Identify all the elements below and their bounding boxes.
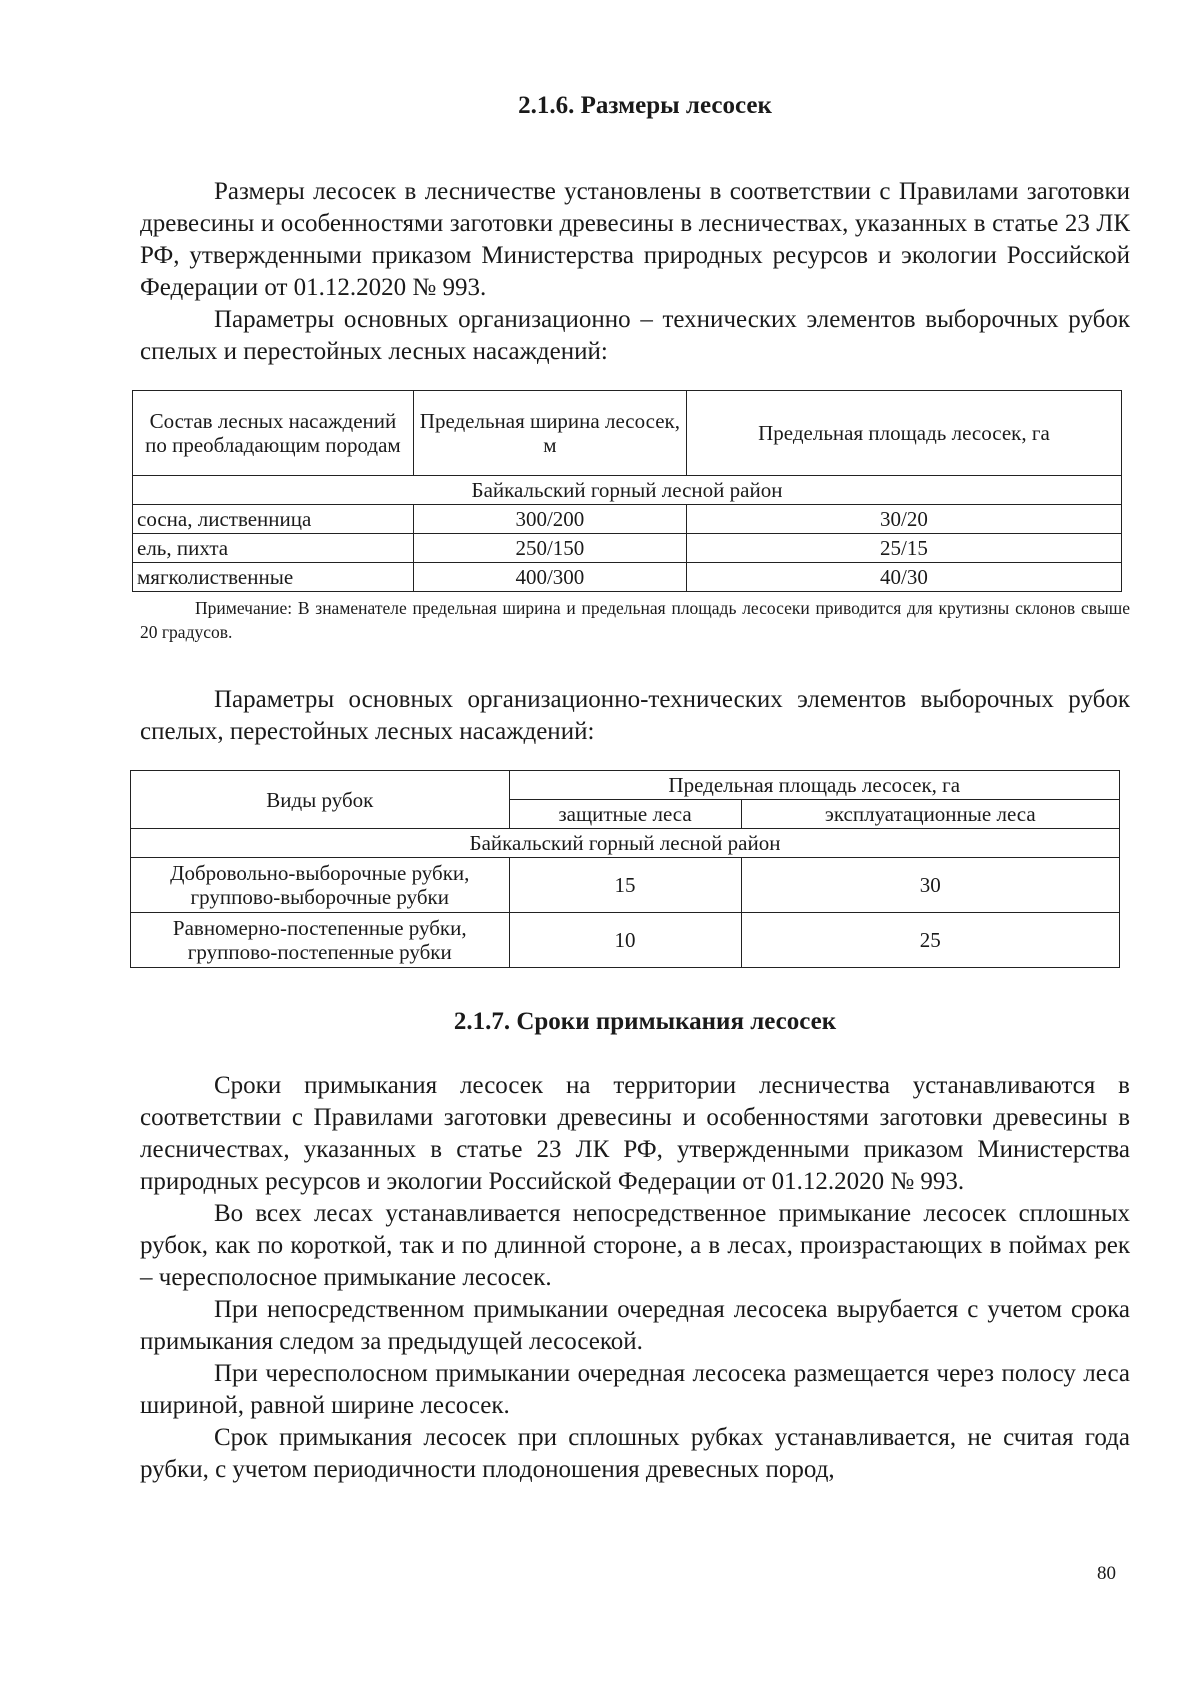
table-selective-cutting-parameters bbox=[132, 390, 1122, 592]
table-header-cell: эксплуатационные леса bbox=[741, 800, 1119, 829]
table-cell: мягколиственные bbox=[133, 563, 414, 592]
section-title-lesosek-sizes: 2.1.6. Размеры лесосек bbox=[518, 92, 772, 119]
paragraph-adjacency-5: Срок примыкания лесосек при сплошных рубках устанавливается, не считая года рубки, с учетом периодичности плодоношения древесных пород, bbox=[140, 1424, 1130, 1483]
paragraph-adjacency-4: При чересполосном примыкании очередная лесосека размещается через полосу леса шириной, равной ширине лесосек. bbox=[140, 1360, 1130, 1419]
table-cell: 300/200 bbox=[413, 505, 686, 534]
table-header-cell: защитные леса bbox=[509, 800, 741, 829]
table-cell: 10 bbox=[509, 913, 741, 968]
table-cell: Равномерно-постепенные рубки, группово-постепенные рубки bbox=[131, 913, 510, 968]
page-number: 80 bbox=[1097, 1563, 1116, 1584]
page-content bbox=[137, 88, 1130, 1486]
table-row bbox=[133, 505, 1122, 534]
table-row bbox=[133, 563, 1122, 592]
table-cell: 25 bbox=[741, 913, 1119, 968]
table-cell: 400/300 bbox=[413, 563, 686, 592]
paragraph-adjacency-1: Сроки примыкания лесосек на территории лесничества устанавливаются в соответствии с Правилами заготовки древесины и особенностями заготовки древесины в лесничествах, указанных в статье 23 ЛК РФ, утвержденными приказом Министерства природных ресурсов и экологии Российской Федерации от 01.12.2020 № 993. bbox=[140, 1072, 1130, 1195]
region-label: Байкальский горный лесной район bbox=[131, 829, 1120, 858]
table-cell: 30 bbox=[741, 858, 1119, 913]
paragraph-selective-params: Параметры основных организационно – технических элементов выборочных рубок спелых и перестойных лесных насаждений: bbox=[140, 306, 1130, 365]
section-title-adjacency-terms: 2.1.7. Сроки примыкания лесосек bbox=[453, 1008, 837, 1035]
table-cutting-area-limits bbox=[130, 770, 1120, 968]
table-header-cell: Предельная ширина лесосек, м bbox=[413, 391, 686, 476]
table-row bbox=[131, 913, 1120, 968]
table-cell: Добровольно-выборочные рубки, групповo-выборочные рубки bbox=[131, 858, 510, 913]
paragraph-selective-params-2: Параметры основных организационно-технических элементов выборочных рубок спелых, перестойных лесных насаждений: bbox=[140, 686, 1130, 745]
table-header-row bbox=[133, 391, 1122, 476]
table-cell: 15 bbox=[509, 858, 741, 913]
table-row bbox=[133, 534, 1122, 563]
region-label: Байкальский горный лесной район bbox=[133, 476, 1122, 505]
table-note: Примечание: В знаменателе предельная ширина и предельная площадь лесосеки приводится для крутизны склонов свыше 20 градусов. bbox=[140, 598, 1130, 642]
table-header-cell: Предельная площадь лесосек, га bbox=[686, 391, 1121, 476]
table-header-cell: Виды рубок bbox=[131, 771, 510, 829]
table-header-cell: Предельная площадь лесосек, га bbox=[509, 771, 1119, 800]
paragraph-adjacency-3: При непосредственном примыкании очередная лесосека вырубается с учетом срока примыкания следом за предыдущей лесосекой. bbox=[140, 1296, 1130, 1355]
paragraph-adjacency-2: Во всех лесах устанавливается непосредственное примыкание лесосек сплошных рубок, как по короткой, так и по длинной стороне, а в лесах, произрастающих в поймах рек – чересполосное примыкание лесосек. bbox=[140, 1200, 1130, 1291]
table-region-row bbox=[133, 476, 1122, 505]
table-cell: 25/15 bbox=[686, 534, 1121, 563]
table-cell: 250/150 bbox=[413, 534, 686, 563]
table-cell: сосна, лиственница bbox=[133, 505, 414, 534]
paragraph-sizes-intro: Размеры лесосек в лесничестве установлены в соответствии с Правилами заготовки древесины и особенностями заготовки древесины в лесничествах, указанных в статье 23 ЛК РФ, утвержденными приказом Министерства природных ресурсов и экологии Российской Федерации от 01.12.2020 № 993. bbox=[140, 178, 1130, 301]
table-header-cell: Состав лесных насаждений по преобладающим породам bbox=[133, 391, 414, 476]
table-cell: 30/20 bbox=[686, 505, 1121, 534]
table-cell: ель, пихта bbox=[133, 534, 414, 563]
table-region-row bbox=[131, 829, 1120, 858]
table-header-row bbox=[131, 771, 1120, 800]
table-row bbox=[131, 858, 1120, 913]
table-cell: 40/30 bbox=[686, 563, 1121, 592]
